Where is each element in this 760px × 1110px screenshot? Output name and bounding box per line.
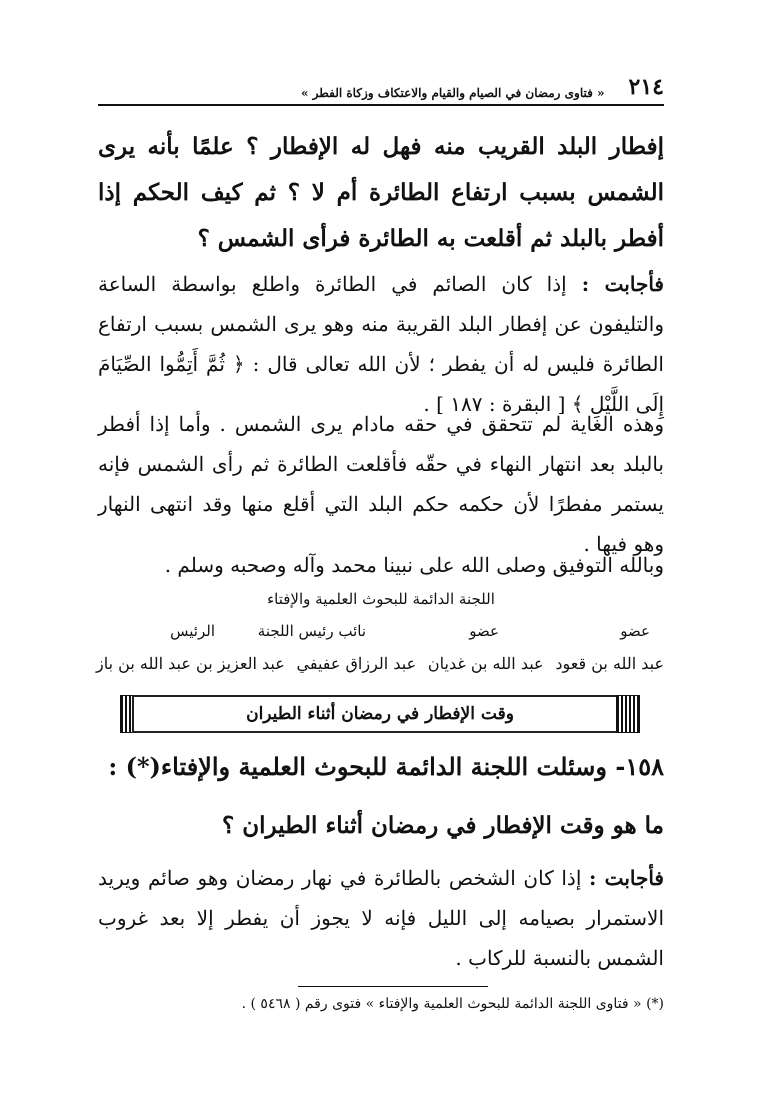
answer-1-text: إذا كان الصائم في الطائرة واطلع بواسطة الساعة والتليفون عن إفطار البلد القريبة منه وهو يرى الشمس بسبب ارتفاع الطائرة فليس له أن يفطر ؛ لأن الله تعالى قال : ﴿ ثُمَّ أَتِمُّوا الصِّيَامَ إِلَى اللَّيْلِ ﴾ [ البقرة : ١٨٧ ] .: [98, 272, 664, 416]
role-4: الرئيس: [170, 622, 215, 640]
answer-1-lead: فأجابت :: [581, 272, 664, 296]
role-2: عضو: [469, 622, 499, 640]
signatory-2: عبد الله بن غديان: [427, 654, 544, 673]
section-banner: [132, 695, 628, 733]
answer-2-lead: فأجابت :: [589, 866, 664, 890]
answer-2-text: إذا كان الشخص بالطائرة في نهار رمضان وهو صائم ويريد الاستمرار بصيامه إلى الليل فإنه لا يجوز أن يفطر إلا بعد غروب الشمس بالنسبة للركاب .: [98, 866, 664, 970]
page-header: [98, 70, 664, 106]
signatory-1: عبد الله بن قعود: [555, 654, 664, 673]
question-2-text: ما هو وقت الإفطار في رمضان أثناء الطيران ؟: [222, 812, 664, 839]
section-banner-title: وقت الإفطار في رمضان أثناء الطيران: [246, 704, 514, 724]
signatory-3: عبد الرزاق عفيفي: [296, 654, 417, 673]
banner-right-ornament: [616, 695, 640, 733]
committee-name: اللجنة الدائمة للبحوث العلمية والإفتاء: [267, 590, 495, 608]
signatory-4: عبد العزيز بن عبد الله بن باز: [96, 654, 285, 673]
question-1-text: إفطار البلد القريب منه فهل له الإفطار ؟ علمًا بأنه يرى الشمس بسبب ارتفاع الطائرة أم لا ؟ ثم كيف الحكم إذا أفطر بالبلد ثم أقلعت به الطائرة فرأى الشمس ؟: [98, 133, 664, 252]
role-3: نائب رئيس اللجنة: [257, 622, 366, 640]
answer-2: [98, 858, 664, 978]
answer-1: [98, 264, 664, 424]
footnote: (*) « فتاوى اللجنة الدائمة للبحوث العلمية والإفتاء » فتوى رقم ( ٥٤٦٨ ) .: [241, 996, 664, 1012]
running-title: « فتاوى رمضان في الصيام والقيام والاعتكاف وزكاة الفطر »: [300, 86, 605, 100]
footnote-rule: [298, 986, 488, 987]
closing-line: وبالله التوفيق وصلى الله على نبينا محمد وآله وصحبه وسلم .: [164, 553, 664, 577]
page-number: ٢١٤: [628, 74, 664, 100]
question-2-header: ١٥٨- وسئلت اللجنة الدائمة للبحوث العلمية والإفتاء(*) :: [108, 752, 664, 781]
committee-signatories: [96, 654, 664, 673]
paragraph-2: وهذه الغاية لم تتحقق في حقه مادام يرى الشمس . وأما إذا أفطر بالبلد بعد انتهار النهاء في حقّه فأقلعت الطائرة ثم رأى الشمس فإنه يستمر مفطرًا لأن حكمه حكم البلد التي أقلع منها وقد انتهى النهار وهو فيها .: [98, 412, 664, 556]
role-1: عضو: [620, 622, 650, 640]
